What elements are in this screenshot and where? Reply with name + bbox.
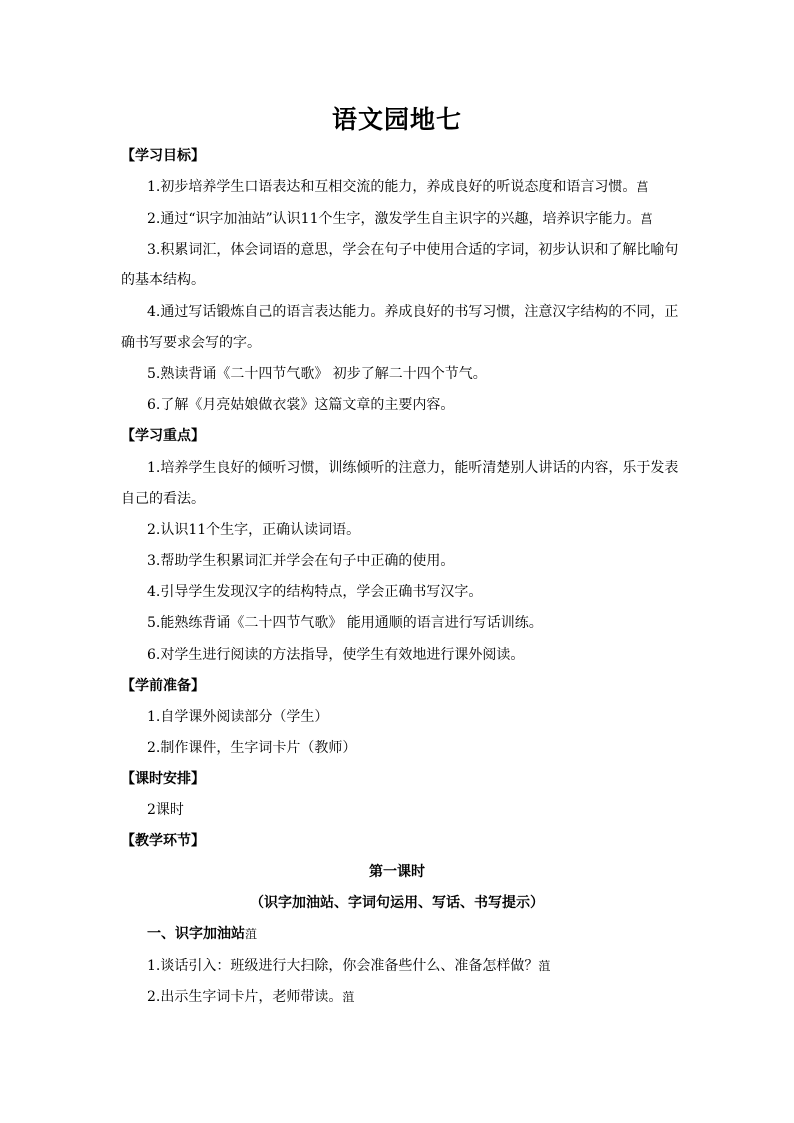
section-heading-process: 【教学环节】 [121,833,205,849]
section-heading-key-points: 【学习重点】 [121,428,205,444]
part-heading: 一、识字加油站菹 [147,926,258,942]
section-heading-goals: 【学习目标】 [121,148,205,164]
goal-item: 1.初步培养学生口语表达和互相交流的能力，养成良好的听说态度和语言习惯。菖 [147,179,649,195]
goal-item: 2.通过“识字加油站”认识11个生字，激发学生自主识字的兴趣，培养识字能力。菖 [147,211,653,227]
watermark-glyph: 菹 [342,990,355,1004]
process-step: 2.出示生字词卡片，老师带读。菹 [147,989,355,1005]
watermark-glyph: 菖 [636,180,649,194]
watermark-glyph: 菹 [245,927,258,941]
key-point-item: 3.帮助学生积累词汇并学会在句子中正确的使用。 [147,553,455,569]
key-point-item: 6.对学生进行阅读的方法指导，使学生有效地进行课外阅读。 [147,647,525,663]
goal-item: 3.积累词汇，体会词语的意思，学会在句子中使用合适的字词，初步认识和了解比喻句 [147,242,679,258]
section-heading-preparation: 【学前准备】 [121,678,205,694]
goal-item-continued: 的基本结构。 [121,272,205,288]
key-point-item: 5.能熟练背诵《二十四节气歌》 能用通顺的语言进行写话训练。 [147,615,543,631]
key-point-item: 4.引导学生发现汉字的结构特点，学会正确书写汉字。 [147,584,483,600]
process-step: 1.谈话引入：班级进行大扫除，你会准备些什么、准备怎样做？菹 [147,958,551,974]
goal-item: 6.了解《月亮姑娘做衣裳》这篇文章的主要内容。 [147,397,455,413]
schedule-text: 2课时 [147,802,184,818]
goal-item: 4.通过写话锻炼自己的语言表达能力。养成良好的书写习惯，注意汉字结构的不同，正 [147,304,679,320]
lesson-subtitle: （识字加油站、字词句运用、写话、书写提示） [250,895,544,911]
key-point-item: 2.认识11个生字，正确认读词语。 [147,522,361,538]
key-point-item-continued: 自己的看法。 [121,491,205,507]
watermark-glyph: 菹 [538,959,551,973]
lesson-title: 第一课时 [369,864,425,880]
preparation-item: 2.制作课件，生字词卡片（教师） [147,740,357,756]
goal-item: 5.熟读背诵《二十四节气歌》 初步了解二十四个节气。 [147,366,487,382]
page-title: 语文园地七 [331,105,462,134]
watermark-glyph: 菖 [640,212,653,226]
preparation-item: 1.自学课外阅读部分（学生） [147,709,329,725]
goal-item-continued: 确书写要求会写的字。 [121,335,261,351]
section-heading-schedule: 【课时安排】 [121,771,205,787]
key-point-item: 1.培养学生良好的倾听习惯，训练倾听的注意力，能听清楚别人讲话的内容，乐于发表 [147,460,679,476]
